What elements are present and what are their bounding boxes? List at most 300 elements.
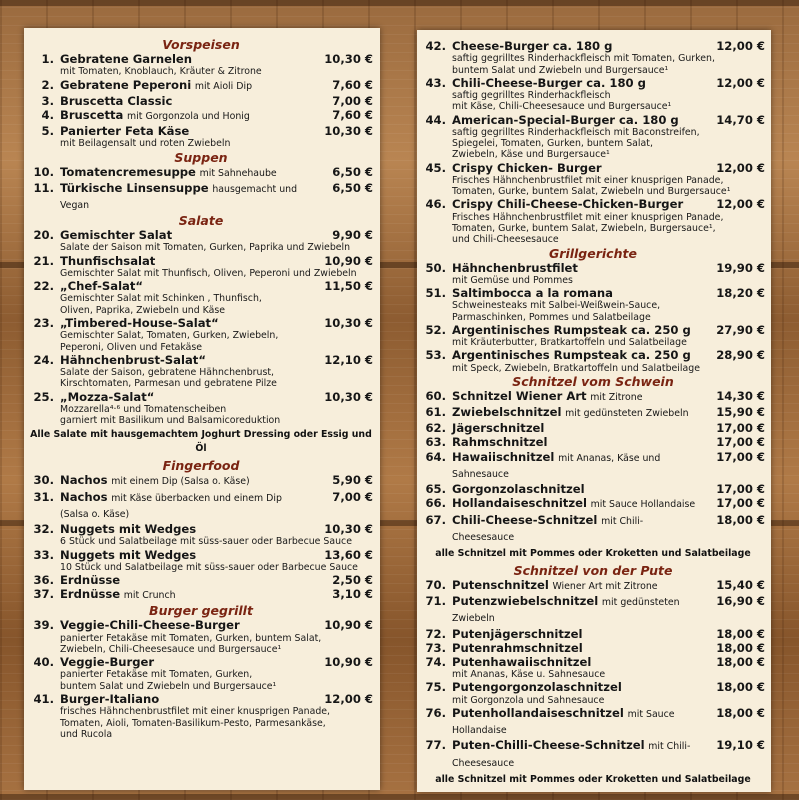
menu-item <box>29 587 373 603</box>
item-name: Gemischter Salat <box>60 228 173 243</box>
menu-item <box>29 353 373 390</box>
item-name: Putenschnitzel <box>452 577 549 592</box>
item-description: Salate der Saison, gebratene Hähnchenbrust, <box>60 367 275 379</box>
menu-item-row <box>421 450 765 482</box>
item-number: 37. <box>33 587 54 602</box>
item-name: Tomatencremesuppe <box>60 164 196 179</box>
item-description: panierter Fetakäse mit Tomaten, Gurken, <box>60 669 253 681</box>
item-title <box>446 706 703 738</box>
item-number: 2. <box>41 77 54 92</box>
item-name: „Mozza-Salat“ <box>60 389 155 404</box>
menu-note: Alle Salate mit hausgemachtem Joghurt Dressing oder Essig und Öl <box>30 429 372 455</box>
item-number: 11. <box>33 180 54 195</box>
menu-item <box>421 655 765 681</box>
menu-item <box>29 279 373 316</box>
item-number: 63. <box>425 435 446 450</box>
menu-item <box>29 573 373 587</box>
menu-item <box>29 522 373 548</box>
section-heading: Fingerfood <box>162 458 240 474</box>
menu-item <box>421 738 765 770</box>
item-number: 32. <box>33 522 54 537</box>
item-inline-description: hausgemacht und Vegan <box>60 183 298 212</box>
item-number: 3. <box>41 93 54 108</box>
menu-item <box>29 390 373 427</box>
item-title <box>446 197 703 211</box>
item-title <box>446 496 703 512</box>
item-number: 40. <box>33 655 54 670</box>
menu-item-row <box>29 108 373 124</box>
menu-item <box>29 228 373 254</box>
menu-item <box>29 108 373 124</box>
item-description: Schweinesteaks mit Salbei-Weißwein-Sauce, <box>452 300 661 312</box>
menu-item-row <box>421 161 765 175</box>
item-title <box>446 680 703 694</box>
item-name: Putenrahmschnitzel <box>452 640 583 655</box>
menu-item <box>421 435 765 449</box>
menu-item-row <box>421 578 765 594</box>
item-description: mit Tomaten, Knoblauch, Kräuter & Zitrone <box>60 66 262 78</box>
item-name: Hawaiischnitzel <box>452 449 555 464</box>
menu-item <box>421 680 765 706</box>
item-name: Hähnchenbrustfilet <box>452 260 578 275</box>
menu-item-row <box>29 353 373 367</box>
item-title <box>54 52 311 66</box>
menu-item-row <box>421 513 765 545</box>
menu-note: alle Schnitzel mit Pommes oder Kroketten und Salatbeilage <box>435 547 751 559</box>
item-title <box>54 490 311 522</box>
menu-item-row <box>421 496 765 512</box>
menu-item-row <box>421 286 765 300</box>
menu-item <box>29 94 373 108</box>
item-price: 10,30 € <box>324 52 373 66</box>
item-number: 31. <box>33 489 54 504</box>
item-title <box>54 78 311 94</box>
menu-item-row <box>421 738 765 770</box>
item-price: 18,00 € <box>716 680 765 695</box>
menu-panel-right <box>417 30 771 792</box>
item-description: und Rucola <box>60 728 113 740</box>
item-title <box>446 421 703 435</box>
menu-item <box>29 52 373 78</box>
menu-item-row <box>421 421 765 435</box>
item-inline-description: mit Chili-Cheesesauce <box>452 741 691 769</box>
item-price: 6,50 € <box>332 180 373 195</box>
item-price: 14,70 € <box>716 112 765 127</box>
item-name: Hähnchenbrust-Salat“ <box>60 352 206 367</box>
item-price: 17,00 € <box>716 496 765 511</box>
item-number: 20. <box>33 228 54 243</box>
menu-item-row <box>421 435 765 449</box>
item-name: Veggie-Chili-Cheese-Burger <box>60 618 240 633</box>
item-description: mit Käse, Chili-Cheesesauce und Burgersauce¹ <box>452 101 672 113</box>
menu-item <box>421 348 765 374</box>
item-price: 17,00 € <box>716 449 765 464</box>
menu-item <box>29 78 373 94</box>
item-number: 70. <box>425 577 446 592</box>
menu-item-row <box>29 78 373 94</box>
item-price: 17,00 € <box>716 482 765 497</box>
item-number: 76. <box>425 705 446 720</box>
menu-item <box>421 161 765 198</box>
menu-item <box>421 405 765 421</box>
item-description: Frisches Hähnchenbrustfilet mit einer knusprigen Panade, <box>452 174 724 186</box>
item-price: 7,00 € <box>332 489 373 504</box>
item-description: panierter Fetakäse mit Tomaten, Gurken, buntem Salat, <box>60 632 322 644</box>
item-price: 18,00 € <box>716 654 765 669</box>
item-title <box>446 76 703 90</box>
item-name: Burger-Italiano <box>60 692 160 707</box>
item-price: 7,60 € <box>332 107 373 122</box>
item-price: 18,00 € <box>716 640 765 655</box>
menu-item <box>421 513 765 545</box>
item-name: Puten-Chilli-Cheese-Schnitzel <box>452 738 645 753</box>
item-price: 10,30 € <box>324 389 373 404</box>
item-description: Mozzarella⁴·⁶ und Tomatenscheiben <box>60 403 227 415</box>
item-name: Gebratene Peperoni <box>60 77 192 92</box>
item-title <box>446 594 703 626</box>
item-description: Kirschtomaten, Parmesan und gebratene Pilze <box>60 378 277 390</box>
item-price: 16,90 € <box>716 594 765 609</box>
menu-item <box>29 181 373 213</box>
menu-item <box>29 548 373 574</box>
item-name: Panierter Feta Käse <box>60 124 190 139</box>
item-title <box>54 181 311 213</box>
menu-item <box>421 113 765 161</box>
item-description: Gemischter Salat mit Schinken , Thunfisch, <box>60 293 262 305</box>
item-name: Argentinisches Rumpsteak ca. 250 g <box>452 322 691 337</box>
menu-item-row <box>29 573 373 587</box>
item-description: Spiegelei, Tomaten, Gurken, buntem Salat, <box>452 138 653 150</box>
item-title <box>54 124 311 138</box>
item-price: 17,00 € <box>716 421 765 436</box>
item-description: Zwiebeln, Chili-Cheesesauce und Burgersauce¹ <box>60 643 282 655</box>
item-title <box>54 353 311 367</box>
item-title <box>446 323 703 337</box>
item-number: 10. <box>33 164 54 179</box>
item-description: mit Speck, Zwiebeln, Bratkartoffeln und Salatbeilage <box>452 362 700 374</box>
item-title <box>54 390 311 404</box>
menu-item-row <box>29 165 373 181</box>
section-heading: Schnitzel von der Pute <box>513 562 673 578</box>
item-description: 6 Stück und Salatbeilage mit süss-sauer oder Barbecue Sauce <box>60 536 352 548</box>
menu-item-row <box>421 482 765 496</box>
item-name: Bruscetta <box>60 107 124 122</box>
item-number: 62. <box>425 421 446 436</box>
item-name: Bruscetta Classic <box>60 93 173 108</box>
menu-item-row <box>29 279 373 293</box>
menu-item-row <box>421 348 765 362</box>
item-number: 42. <box>425 39 446 53</box>
item-name: Nachos <box>60 489 108 504</box>
item-description: mit Ananas, Käse u. Sahnesauce <box>452 669 606 681</box>
item-description: Frisches Hähnchenbrustfilet mit einer knusprigen Panade, <box>452 211 724 223</box>
item-number: 36. <box>33 573 54 588</box>
menu-item-row <box>29 587 373 603</box>
item-title <box>446 655 703 669</box>
item-description: mit Gemüse und Pommes <box>452 274 573 286</box>
item-inline-description: mit Käse überbacken und einem Dip (Salsa o. Käse) <box>60 492 282 520</box>
item-number: 39. <box>33 618 54 633</box>
section-heading: Grillgerichte <box>549 245 637 261</box>
menu-item-row <box>421 655 765 669</box>
item-name: Thunfischsalat <box>60 253 156 268</box>
item-name: Erdnüsse <box>60 587 121 602</box>
item-title <box>446 435 703 449</box>
item-title <box>54 94 311 108</box>
item-name: Türkische Linsensuppe <box>60 180 209 195</box>
menu-item <box>29 124 373 150</box>
item-price: 28,90 € <box>716 348 765 363</box>
item-title <box>446 450 703 482</box>
item-price: 6,50 € <box>332 164 373 179</box>
item-description: Parmaschinken, Pommes und Salatbeilage <box>452 311 651 323</box>
item-description: buntem Salat und Zwiebeln und Burgersauce¹ <box>60 680 277 692</box>
menu-item <box>421 578 765 594</box>
item-title <box>446 482 703 496</box>
section-heading: Suppen <box>174 149 228 165</box>
item-number: 66. <box>425 496 446 511</box>
item-number: 72. <box>425 626 446 641</box>
item-description: garniert mit Basilikum und Balsamicoreduktion <box>60 415 281 427</box>
menu-item <box>29 165 373 181</box>
menu-item-row <box>29 228 373 242</box>
item-title <box>446 738 703 770</box>
item-price: 12,00 € <box>716 160 765 175</box>
menu-item-row <box>29 522 373 536</box>
item-price: 7,00 € <box>332 93 373 108</box>
item-price: 10,90 € <box>324 655 373 670</box>
item-title <box>446 578 703 594</box>
menu-item-row <box>29 390 373 404</box>
item-number: 52. <box>425 322 446 337</box>
item-name: „Chef-Salat“ <box>60 279 144 294</box>
item-number: 64. <box>425 449 446 464</box>
item-description: Gemischter Salat, Tomaten, Gurken, Zwiebeln, <box>60 330 279 342</box>
menu-panel-left <box>24 28 380 790</box>
item-price: 18,00 € <box>716 512 765 527</box>
menu-item <box>421 421 765 435</box>
item-name: Chili-Cheese-Burger ca. 180 g <box>452 75 646 90</box>
item-title <box>54 618 311 632</box>
menu-item-row <box>421 627 765 641</box>
item-name: Rahmschnitzel <box>452 435 548 450</box>
menu-item-row <box>421 323 765 337</box>
item-description: mit Gorgonzola und Sahnesauce <box>452 694 605 706</box>
item-inline-description: mit Gorgonzola und Honig <box>127 110 250 122</box>
menu-item-row <box>29 124 373 138</box>
item-number: 25. <box>33 389 54 404</box>
item-number: 73. <box>425 640 446 655</box>
item-number: 44. <box>425 112 446 127</box>
item-title <box>446 39 703 53</box>
item-name: Nuggets mit Wedges <box>60 522 197 537</box>
item-number: 5. <box>41 124 54 139</box>
item-name: Putengorgonzolaschnitzel <box>452 680 622 695</box>
menu-item <box>29 490 373 522</box>
item-number: 53. <box>425 348 446 363</box>
item-number: 43. <box>425 75 446 90</box>
item-title <box>54 279 311 293</box>
item-price: 10,30 € <box>324 316 373 331</box>
item-description: Salate der Saison mit Tomaten, Gurken, Paprika und Zwiebeln <box>60 242 351 254</box>
menu-item <box>29 618 373 655</box>
menu-item-row <box>421 76 765 90</box>
item-name: Veggie-Burger <box>60 655 155 670</box>
item-number: 45. <box>425 160 446 175</box>
item-name: Gorgonzolaschnitzel <box>452 482 585 497</box>
menu-item <box>29 692 373 740</box>
item-number: 30. <box>33 473 54 488</box>
item-number: 50. <box>425 260 446 275</box>
menu-item <box>29 316 373 353</box>
item-price: 17,00 € <box>716 435 765 450</box>
section-heading: Vorspeisen <box>162 37 240 52</box>
item-inline-description: mit Sauce Hollandaise <box>452 708 675 737</box>
item-number: 77. <box>425 738 446 753</box>
item-price: 12,00 € <box>716 75 765 90</box>
item-price: 18,20 € <box>716 286 765 301</box>
item-price: 10,90 € <box>324 253 373 268</box>
item-inline-description: Wiener Art mit Zitrone <box>552 580 658 592</box>
menu-note: alle Schnitzel mit Pommes oder Kroketten und Salatbeilage <box>435 773 751 785</box>
item-price: 10,90 € <box>324 618 373 633</box>
item-description: Gemischter Salat mit Thunfisch, Oliven, Peperoni und Zwiebeln <box>60 267 357 279</box>
item-name: American-Special-Burger ca. 180 g <box>452 112 679 127</box>
item-description: saftig gegrilltes Rinderhackfleisch mit Baconstreifen, <box>452 126 700 138</box>
item-title <box>446 348 703 362</box>
menu-item-row <box>29 490 373 522</box>
item-number: 74. <box>425 654 446 669</box>
item-name: Argentinisches Rumpsteak ca. 250 g <box>452 348 691 363</box>
item-price: 3,10 € <box>332 587 373 602</box>
item-description: saftig gegrilltes Rinderhackfleisch <box>452 90 611 101</box>
item-title <box>54 254 311 268</box>
item-inline-description: mit Crunch <box>123 590 176 602</box>
item-description: mit Kräuterbutter, Bratkartoffeln und Salatbeilage <box>452 337 687 349</box>
item-title <box>446 161 703 175</box>
menu-item <box>421 323 765 349</box>
item-name: Cheese-Burger ca. 180 g <box>452 39 613 53</box>
menu-item-row <box>421 405 765 421</box>
item-price: 18,00 € <box>716 626 765 641</box>
item-inline-description: mit Zitrone <box>590 391 643 403</box>
item-description: mit Beilagensalt und roten Zwiebeln <box>60 138 231 150</box>
item-number: 41. <box>33 692 54 707</box>
item-title <box>446 261 703 275</box>
menu-item <box>421 706 765 738</box>
menu-item-row <box>421 261 765 275</box>
menu-item <box>421 197 765 245</box>
item-title <box>446 389 703 405</box>
section-heading: Salate <box>178 213 224 229</box>
item-name: Crispy Chili-Cheese-Chicken-Burger <box>452 197 684 212</box>
item-inline-description: mit gedünsteten Zwiebeln <box>452 597 680 625</box>
item-name: Chili-Cheese-Schnitzel <box>452 512 598 527</box>
menu-item-row <box>29 473 373 489</box>
item-description: buntem Salat und Zwiebeln und Burgersauce¹ <box>452 64 669 76</box>
menu-item-row <box>421 113 765 127</box>
menu-item-row <box>29 548 373 562</box>
item-title <box>54 573 311 587</box>
item-name: Gebratene Garnelen <box>60 52 193 66</box>
item-price: 12,00 € <box>716 197 765 212</box>
item-name: Putenzwiebelschnitzel <box>452 594 599 609</box>
item-price: 10,30 € <box>324 522 373 537</box>
item-description: Tomaten, Gurke, buntem Salat, Zwiebeln, Burgersauce¹, <box>452 222 716 234</box>
item-number: 75. <box>425 680 446 695</box>
item-price: 10,30 € <box>324 124 373 139</box>
menu-item-row <box>29 655 373 669</box>
menu-item <box>421 482 765 496</box>
item-title <box>54 548 311 562</box>
item-name: Putenhollandaiseschnitzel <box>452 705 624 720</box>
menu-item-row <box>29 94 373 108</box>
menu-item-row <box>29 692 373 706</box>
item-number: 51. <box>425 286 446 301</box>
menu-item <box>29 655 373 692</box>
item-name: Putenjägerschnitzel <box>452 626 583 641</box>
item-name: Hollandaiseschnitzel <box>452 496 587 511</box>
menu-item-row <box>29 316 373 330</box>
menu-item <box>421 261 765 287</box>
item-title <box>446 627 703 641</box>
menu-item <box>421 641 765 655</box>
item-price: 12,00 € <box>324 692 373 707</box>
item-title <box>54 692 311 706</box>
item-title <box>54 522 311 536</box>
item-price: 9,90 € <box>332 228 373 243</box>
item-title <box>446 286 703 300</box>
menu-item-row <box>421 389 765 405</box>
item-name: Jägerschnitzel <box>452 421 545 436</box>
item-price: 2,50 € <box>332 573 373 588</box>
item-name: Putenhawaiischnitzel <box>452 654 592 669</box>
menu-item <box>421 76 765 113</box>
item-title <box>54 587 311 603</box>
menu-item-row <box>29 254 373 268</box>
item-inline-description: mit Sahnehaube <box>199 167 277 179</box>
item-title <box>54 316 311 330</box>
section-heading: Burger gegrillt <box>149 603 253 619</box>
item-title <box>446 405 703 421</box>
item-name: Crispy Chicken- Burger <box>452 160 602 175</box>
item-description: Peperoni, Oliven und Fetakäse <box>60 341 203 353</box>
item-description: frisches Hähnchenbrustfilet mit einer knusprigen Panade, <box>60 706 331 718</box>
item-name: Erdnüsse <box>60 573 121 588</box>
item-price: 11,50 € <box>324 279 373 294</box>
menu-item <box>421 39 765 76</box>
menu-item <box>421 450 765 482</box>
menu-item-row <box>29 181 373 213</box>
item-description: saftig gegrilltes Rinderhackfleisch mit Tomaten, Gurken, <box>452 53 715 65</box>
menu-item <box>421 496 765 512</box>
item-title <box>54 228 311 242</box>
item-description: und Chili-Cheesesauce <box>452 234 559 246</box>
item-price: 5,90 € <box>332 473 373 488</box>
item-number: 65. <box>425 482 446 497</box>
menu-item-row <box>421 706 765 738</box>
item-number: 60. <box>425 388 446 403</box>
item-title <box>54 473 311 489</box>
item-title <box>446 641 703 655</box>
item-description: 10 Stück und Salatbeilage mit süss-sauer oder Barbecue Sauce <box>60 561 358 573</box>
item-price: 19,10 € <box>716 738 765 753</box>
menu-item-row <box>421 197 765 211</box>
item-name: Saltimbocca a la romana <box>452 286 613 301</box>
item-name: Nuggets mit Wedges <box>60 547 197 562</box>
item-number: 4. <box>41 107 54 122</box>
item-inline-description: mit Ananas, Käse und Sahnesauce <box>452 452 661 480</box>
